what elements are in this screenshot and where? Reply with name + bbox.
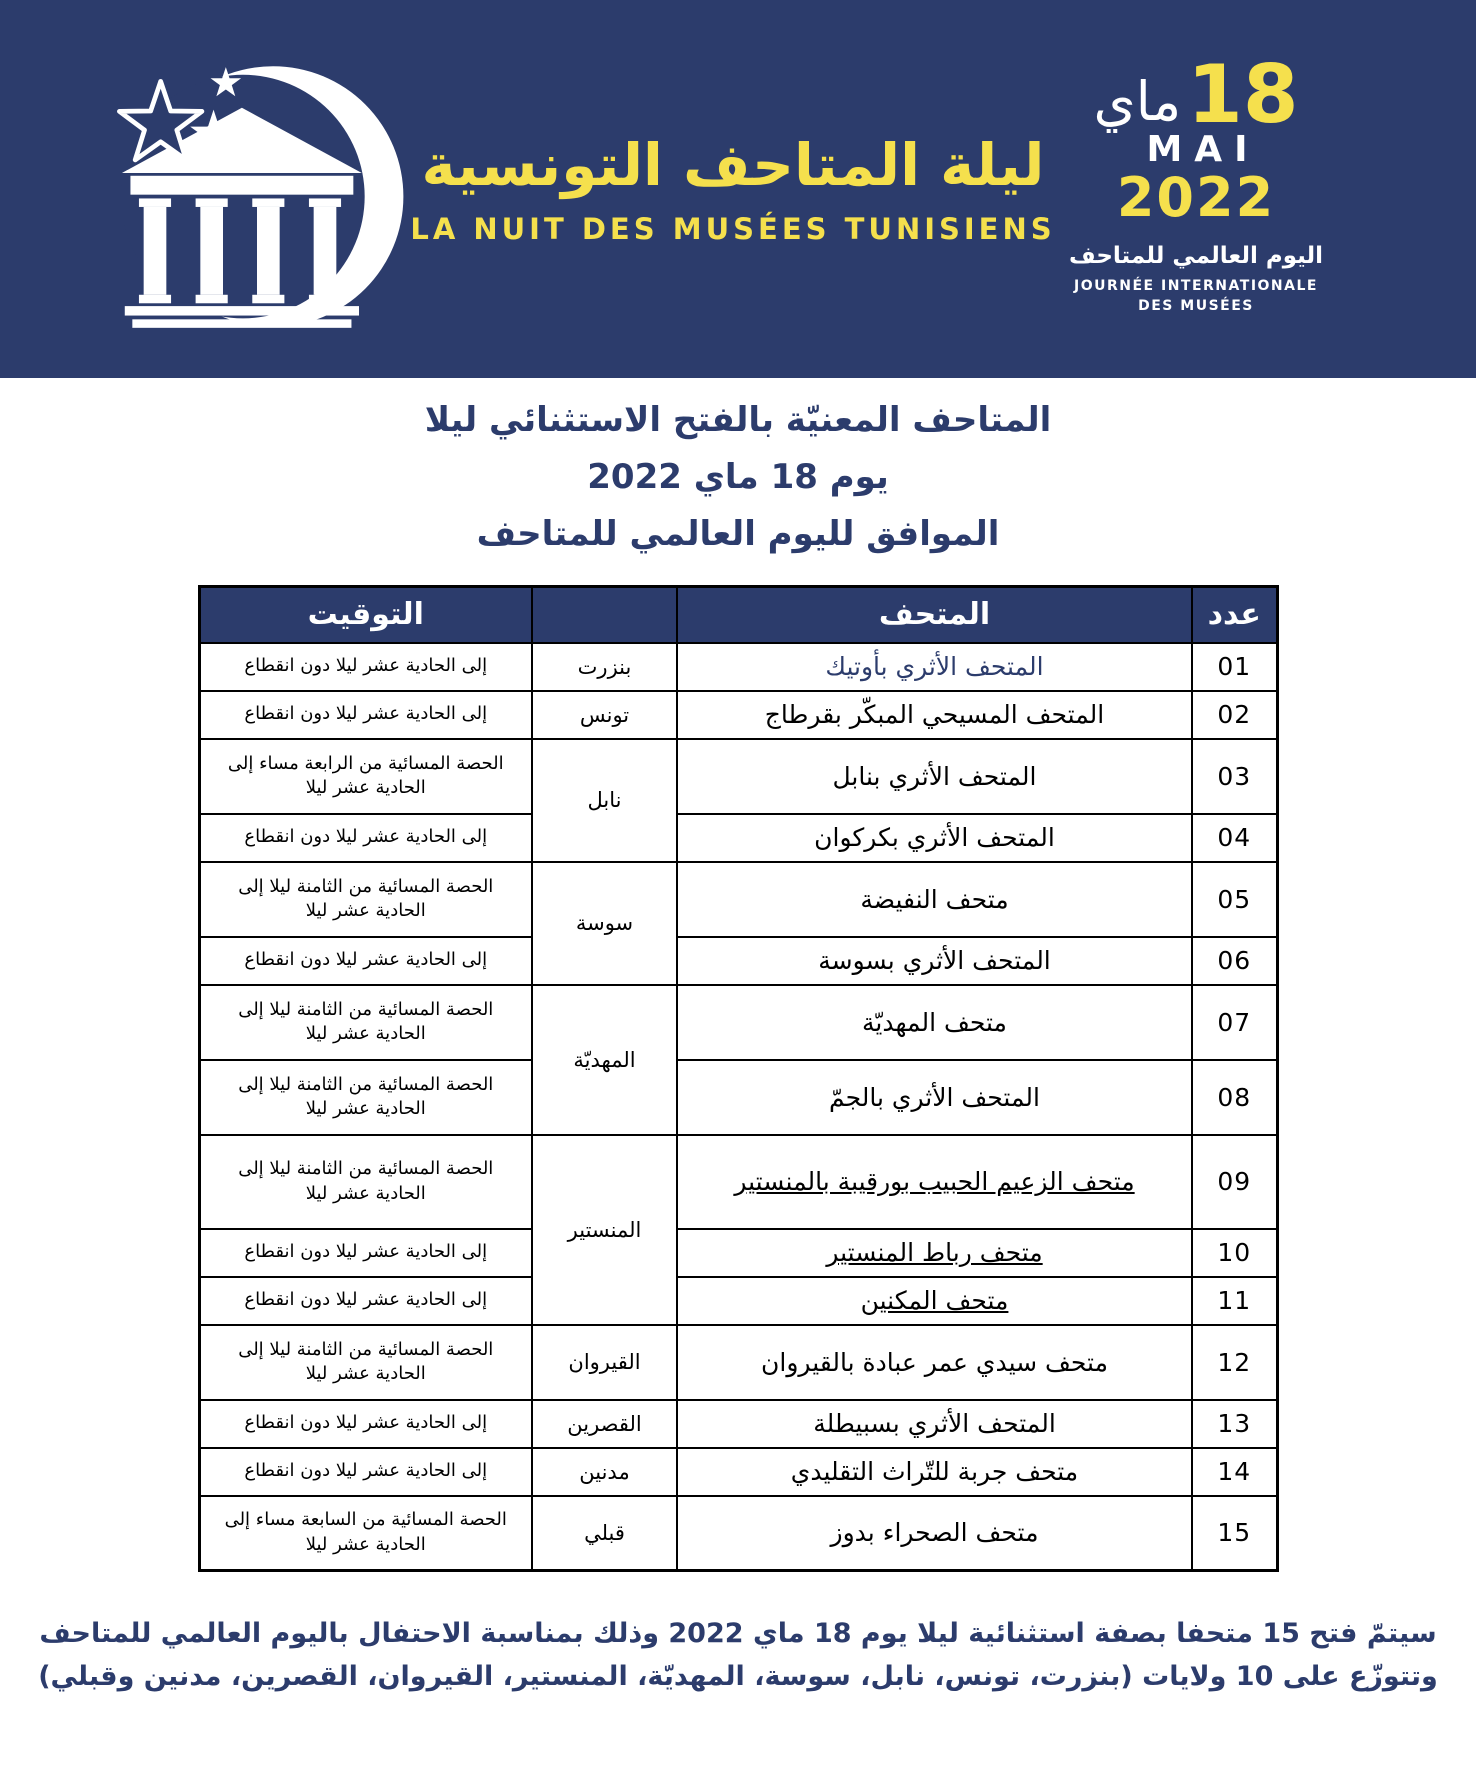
museums-table: [198, 585, 1279, 1572]
timing-text: إلى الحادية عشر ليلا دون انقطاع: [199, 1229, 532, 1277]
intro-line1: المتاحف المعنيّة بالفتح الاستثنائي ليلا: [424, 400, 1052, 440]
timing-text: الحصة المسائية من الثامنة ليلا إلى الحادية عشر ليلا: [199, 862, 532, 937]
intro-line2: يوم 18 ماي 2022: [587, 457, 889, 497]
event-title-arabic: ليلة المتاحف التونسية: [421, 130, 1045, 199]
museum-name: المتحف الأثري بسوسة: [677, 937, 1192, 985]
month-arabic: ماي: [1093, 70, 1182, 134]
museum-name: المتحف الأثري بنابل: [677, 739, 1192, 814]
footer-line2: وتتوزّع على 10 ولايات (بنزرت، تونس، نابل، سوسة، المهديّة، المنستير، القيروان، القصرين، مدنين وقبلي): [38, 1661, 1438, 1692]
row-number: 05: [1192, 862, 1277, 937]
table-row: [199, 1135, 1277, 1229]
row-number: 08: [1192, 1060, 1277, 1135]
region-name: سوسة: [532, 862, 677, 985]
date-block: [1056, 47, 1336, 316]
day-number: 18: [1187, 47, 1299, 141]
museum-name: متحف المكنين: [677, 1277, 1192, 1325]
world-day-french-line2: DES MUSÉES: [1138, 297, 1254, 314]
museum-name: متحف جربة للتّراث التقليدي: [677, 1448, 1192, 1496]
row-number: 02: [1192, 691, 1277, 739]
row-number: 15: [1192, 1496, 1277, 1571]
table-row: [199, 691, 1277, 739]
row-number: 06: [1192, 937, 1277, 985]
museum-name: متحف سيدي عمر عبادة بالقيروان: [677, 1325, 1192, 1400]
timing-text: إلى الحادية عشر ليلا دون انقطاع: [199, 1277, 532, 1325]
museum-name: المتحف الأثري بسبيطلة: [677, 1400, 1192, 1448]
row-number: 09: [1192, 1135, 1277, 1229]
table-row: [199, 1496, 1277, 1571]
row-number: 13: [1192, 1400, 1277, 1448]
timing-text: الحصة المسائية من الثامنة ليلا إلى الحادية عشر ليلا: [199, 1325, 532, 1400]
timing-text: الحصة المسائية من السابعة مساء إلى الحادية عشر ليلا: [199, 1496, 532, 1571]
timing-text: الحصة المسائية من الثامنة ليلا إلى الحادية عشر ليلا: [199, 985, 532, 1060]
region-name: المهديّة: [532, 985, 677, 1135]
timing-text: الحصة المسائية من الثامنة ليلا إلى الحادية عشر ليلا: [199, 1135, 532, 1229]
timing-text: الحصة المسائية من الرابعة مساء إلى الحادية عشر ليلا: [199, 739, 532, 814]
year: 2022: [1116, 166, 1276, 230]
museum-name: المتحف الأثري بأوتيك: [677, 643, 1192, 691]
timing-text: إلى الحادية عشر ليلا دون انقطاع: [199, 643, 532, 691]
table-row: [199, 739, 1277, 814]
row-number: 14: [1192, 1448, 1277, 1496]
museum-name: متحف الزعيم الحبيب بورقيبة بالمنستير: [677, 1135, 1192, 1229]
timing-text: إلى الحادية عشر ليلا دون انقطاع: [199, 1448, 532, 1496]
row-number: 07: [1192, 985, 1277, 1060]
table-row: [199, 985, 1277, 1060]
region-name: قبلي: [532, 1496, 677, 1571]
row-number: 11: [1192, 1277, 1277, 1325]
table-row: [199, 1060, 1277, 1135]
museum-name: المتحف المسيحي المبكّر بقرطاج: [677, 691, 1192, 739]
month-french: MAI: [1146, 129, 1260, 171]
world-day-french-line1: JOURNÉE INTERNATIONALE: [1074, 278, 1318, 295]
header-band: [0, 0, 1476, 378]
museum-name: متحف المهديّة: [677, 985, 1192, 1060]
row-number: 12: [1192, 1325, 1277, 1400]
world-day-french: [1074, 277, 1318, 316]
row-number: 10: [1192, 1229, 1277, 1277]
timing-text: إلى الحادية عشر ليلا دون انقطاع: [199, 937, 532, 985]
museum-name: متحف النفيضة: [677, 862, 1192, 937]
table-row: [199, 937, 1277, 985]
region-name: القصرين: [532, 1400, 677, 1448]
table-row: [199, 1448, 1277, 1496]
timing-text: الحصة المسائية من الثامنة ليلا إلى الحادية عشر ليلا: [199, 1060, 532, 1135]
table-row: [199, 1325, 1277, 1400]
row-number: 04: [1192, 814, 1277, 862]
row-number: 03: [1192, 739, 1277, 814]
table-row: [199, 1400, 1277, 1448]
header-timing: التوقيت: [199, 587, 532, 643]
museum-name: المتحف الأثري بكركوان: [677, 814, 1192, 862]
region-name: القيروان: [532, 1325, 677, 1400]
table-row: [199, 643, 1277, 691]
museum-table-body: [199, 643, 1277, 1571]
region-name: مدنين: [532, 1448, 677, 1496]
intro-line3: الموافق لليوم العالمي للمتاحف: [476, 514, 1000, 554]
timing-text: إلى الحادية عشر ليلا دون انقطاع: [199, 1400, 532, 1448]
region-name: بنزرت: [532, 643, 677, 691]
event-title-french: LA NUIT DES MUSÉES TUNISIENS: [410, 212, 1056, 247]
header-number: عدد: [1192, 587, 1277, 643]
timing-text: إلى الحادية عشر ليلا دون انقطاع: [199, 814, 532, 862]
event-title-block: [410, 132, 1056, 247]
world-day-arabic: اليوم العالمي للمتاحف: [1068, 243, 1324, 270]
table-row: [199, 862, 1277, 937]
footer-line1: سيتمّ فتح 15 متحفا بصفة استثنائية ليلا يوم 18 ماي 2022 وذلك بمناسبة الاحتفال باليوم العالمي للمتاحف: [39, 1618, 1437, 1649]
region-name: نابل: [532, 739, 677, 862]
region-name: المنستير: [532, 1135, 677, 1325]
museum-name: متحف رباط المنستير: [677, 1229, 1192, 1277]
museum-crescent-logo-icon: [70, 46, 410, 332]
timing-text: إلى الحادية عشر ليلا دون انقطاع: [199, 691, 532, 739]
header-region: [532, 587, 677, 643]
date-lockup: [1093, 47, 1299, 141]
header-museum: المتحف: [677, 587, 1192, 643]
footer-note: [0, 1612, 1476, 1698]
museum-name: متحف الصحراء بدوز: [677, 1496, 1192, 1571]
table-header-row: [199, 587, 1277, 643]
table-row: [199, 1229, 1277, 1277]
table-row: [199, 814, 1277, 862]
region-name: تونس: [532, 691, 677, 739]
table-row: [199, 1277, 1277, 1325]
row-number: 01: [1192, 643, 1277, 691]
intro-heading: [0, 392, 1476, 563]
museum-name: المتحف الأثري بالجمّ: [677, 1060, 1192, 1135]
